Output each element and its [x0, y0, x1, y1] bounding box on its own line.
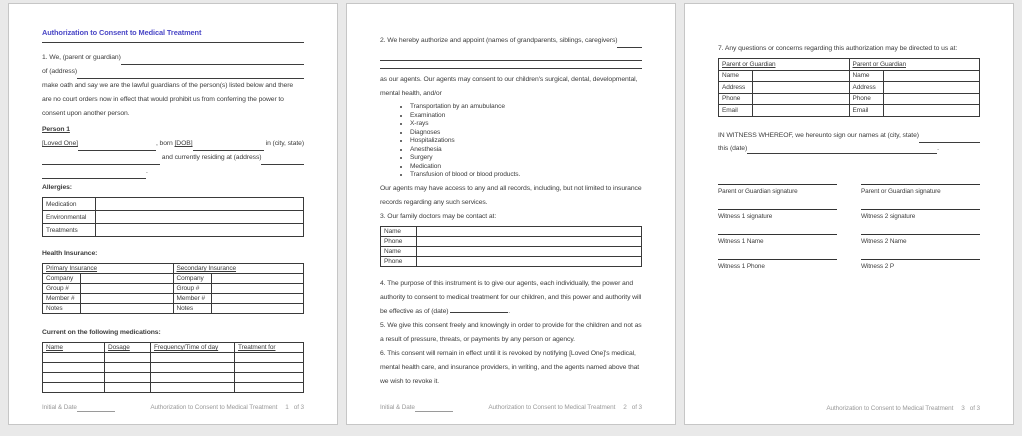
ins-label: Group # [173, 284, 211, 294]
blank-line[interactable] [78, 143, 156, 151]
consent-scope-list [380, 103, 642, 180]
med-cell[interactable] [105, 353, 151, 363]
table-row [719, 93, 980, 105]
signature-line[interactable] [718, 259, 837, 260]
page-1 [8, 3, 338, 425]
table-row [43, 373, 304, 383]
signature-field [718, 259, 837, 270]
table-row [43, 383, 304, 393]
contact-label: Name [849, 70, 883, 82]
contact-label: Phone [719, 93, 753, 105]
initial-date-blank[interactable] [77, 404, 115, 412]
signature-label: Witness 1 Name [718, 237, 764, 245]
document-title: Authorization to Consent to Medical Treatment [42, 28, 304, 43]
signature-label: Witness 1 signature [718, 212, 773, 220]
field-parent-guardian [42, 51, 304, 65]
doctor-value-cell[interactable] [417, 256, 642, 266]
freely-paragraph: 5. We give this consent freely and knowingly in order to provide for the children and not as a result of pressure, threats, or payments by any person or agency. [380, 321, 642, 343]
table-row [381, 236, 642, 246]
contact-value-cell[interactable] [753, 105, 850, 117]
footer-of-label: of 3 [293, 404, 304, 411]
signature-label: Parent or Guardian signature [718, 187, 798, 195]
contact-value-cell[interactable] [883, 70, 980, 82]
loved-one-placeholder: [Loved One] [42, 140, 78, 147]
signature-line[interactable] [718, 184, 837, 185]
doctors-table [380, 226, 642, 267]
doctor-label: Name [381, 246, 417, 256]
signature-label: Witness 2 signature [861, 212, 916, 220]
signature-field [861, 259, 980, 270]
blank-line[interactable] [193, 143, 264, 151]
signature-field [718, 184, 837, 195]
records-paragraph: Our agents may have access to any and all records, including, but not limited to insurance records regarding any such services. [380, 184, 642, 206]
city-state-label: in (city, state) [263, 140, 304, 147]
contact-label: Email [849, 105, 883, 117]
contact-value-cell[interactable] [753, 70, 850, 82]
med-cell[interactable] [43, 373, 105, 383]
med-col-name: Name [43, 343, 105, 353]
signature-block [718, 184, 980, 284]
med-cell[interactable] [105, 383, 151, 393]
blank-line[interactable] [919, 135, 980, 143]
list-item: • Diagnoses [410, 129, 642, 138]
primary-insurance-header: Primary Insurance [43, 264, 174, 274]
insurance-heading: Health Insurance: [42, 250, 98, 257]
list-item: • Examination [410, 112, 642, 121]
signature-field [861, 184, 980, 195]
agents-paragraph: as our agents. Our agents may consent to our children's surgical, dental, developmental, mental health, and/or [380, 76, 638, 97]
ins-label: Notes [43, 304, 81, 314]
guardian-contact-table [718, 58, 980, 117]
contact-value-cell[interactable] [883, 105, 980, 117]
field-address-label: of (address) [42, 68, 78, 75]
signature-line[interactable] [861, 184, 980, 185]
page-footer [42, 404, 304, 412]
page-footer [380, 404, 642, 412]
contact-value-cell[interactable] [883, 93, 980, 105]
table-header-row [719, 59, 980, 71]
allergies-heading: Allergies: [42, 184, 72, 191]
contact-label: Address [849, 82, 883, 94]
signature-label: Witness 2 P [861, 262, 894, 270]
person-1-heading: Person 1 [42, 126, 70, 133]
med-col-dosage: Dosage [105, 343, 151, 353]
initial-date-blank[interactable] [415, 404, 453, 412]
med-col-treatment: Treatment for [235, 343, 304, 353]
signature-label: Parent or Guardian signature [861, 187, 941, 195]
table-row [43, 304, 304, 314]
page-2 [346, 3, 676, 425]
table-header-row [43, 343, 304, 353]
blank-line[interactable] [380, 60, 642, 61]
field-address [42, 65, 304, 79]
list-item: • Medication [410, 163, 642, 172]
allergies-table [42, 197, 304, 237]
field-parent-guardian-label: 1. We, (parent or guardian) [42, 54, 121, 61]
signature-field [861, 209, 980, 220]
med-cell[interactable] [151, 353, 235, 363]
questions-lead: 7. Any questions or concerns regarding this authorization may be directed to us at: [718, 45, 958, 52]
table-row [43, 211, 304, 224]
ins-value-cell[interactable] [81, 274, 174, 284]
allergy-value-cell[interactable] [96, 224, 304, 237]
insurance-table [42, 263, 304, 314]
med-cell[interactable] [151, 383, 235, 393]
footer-of-label: of 3 [969, 405, 980, 412]
ins-value-cell[interactable] [211, 274, 304, 284]
purpose-paragraph [380, 277, 642, 319]
signature-line[interactable] [861, 259, 980, 260]
page-footer [718, 405, 980, 412]
ins-value-cell[interactable] [211, 304, 304, 314]
field-agents-label: 2. We hereby authorize and appoint (names of grandparents, siblings, caregivers) [380, 37, 618, 44]
blank-date[interactable] [747, 146, 937, 154]
med-cell[interactable] [235, 383, 304, 393]
ins-value-cell[interactable] [81, 294, 174, 304]
table-row [43, 284, 304, 294]
med-cell[interactable] [151, 363, 235, 373]
contact-label: Address [719, 82, 753, 94]
person-line-2 [42, 151, 304, 165]
table-row [43, 274, 304, 284]
oath-paragraph: make oath and say we are the lawful guardians of the person(s) listed below and there are no court orders now in effect that would prohibit us from conferring the power to consent upon another person. [42, 82, 294, 117]
allergy-label: Environmental [43, 211, 96, 224]
med-cell[interactable] [43, 353, 105, 363]
blank-line[interactable] [121, 57, 304, 65]
field-agents [380, 34, 642, 48]
witness-line-1 [718, 129, 980, 143]
table-row [381, 256, 642, 266]
footer-doc-title: Authorization to Consent to Medical Treatment [150, 404, 278, 411]
contact-label: Phone [849, 93, 883, 105]
table-row [43, 198, 304, 211]
table-row [43, 294, 304, 304]
med-cell[interactable] [151, 373, 235, 383]
witness-line-2 [718, 143, 980, 154]
ins-label: Company [173, 274, 211, 284]
blank-date[interactable] [450, 305, 508, 313]
allergy-label: Treatments [43, 224, 96, 237]
blank-line[interactable] [42, 157, 160, 165]
med-cell[interactable] [105, 373, 151, 383]
ins-value-cell[interactable] [81, 304, 174, 314]
doctors-lead: 3. Our family doctors may be contact at: [380, 212, 497, 220]
list-item: • Hospitalizations [410, 137, 642, 146]
list-item: • Transportation by an amubulance [410, 103, 642, 112]
contact-label: Name [719, 70, 753, 82]
signature-label: Witness 1 Phone [718, 262, 765, 270]
doctor-label: Phone [381, 236, 417, 246]
signature-line[interactable] [718, 234, 837, 235]
footer-doc-title: Authorization to Consent to Medical Treatment [826, 405, 954, 412]
table-row [43, 363, 304, 373]
page-3 [684, 3, 1014, 425]
med-cell[interactable] [235, 363, 304, 373]
initial-date-label: Initial & Date [42, 404, 77, 411]
table-row [719, 105, 980, 117]
ins-label: Member # [43, 294, 81, 304]
signature-line[interactable] [861, 209, 980, 210]
revoke-paragraph: 6. This consent will remain in effect until it is revoked by notifying [Loved One]'s medical, mental health care, and insurance providers, in writing, and the agents named above that we wish to revoke it. [380, 349, 640, 385]
doctor-value-cell[interactable] [417, 236, 642, 246]
footer-page-number: 3 [961, 405, 965, 412]
secondary-insurance-header: Secondary Insurance [173, 264, 304, 274]
blank-line[interactable] [42, 171, 146, 179]
signature-line[interactable] [718, 209, 837, 210]
ins-label: Group # [43, 284, 81, 294]
guardian-header-right: Parent or Guardian [849, 59, 980, 71]
table-row [43, 224, 304, 237]
table-row [719, 70, 980, 82]
medications-heading: Current on the following medications: [42, 329, 161, 336]
ins-value-cell[interactable] [81, 284, 174, 294]
blank-line[interactable] [380, 68, 642, 69]
contact-label: Email [719, 105, 753, 117]
med-col-frequency: Frequency/Time of day [151, 343, 235, 353]
footer-doc-title: Authorization to Consent to Medical Treatment [488, 404, 616, 411]
born-label: , born [155, 140, 175, 147]
dob-placeholder: [DOB] [174, 140, 193, 147]
table-header-row [43, 264, 304, 274]
doctor-value-cell[interactable] [417, 246, 642, 256]
signature-line[interactable] [861, 234, 980, 235]
initial-date-label: Initial & Date [380, 404, 415, 411]
ins-value-cell[interactable] [211, 284, 304, 294]
doctor-label: Phone [381, 256, 417, 266]
blank-line[interactable] [617, 40, 642, 48]
ins-label: Notes [173, 304, 211, 314]
med-cell[interactable] [235, 373, 304, 383]
allergy-value-cell[interactable] [96, 198, 304, 211]
doctor-value-cell[interactable] [417, 226, 642, 236]
witness-date-label: this (date) [718, 144, 748, 152]
signature-field [718, 209, 837, 220]
contact-value-cell[interactable] [753, 82, 850, 94]
witness-lead-text: IN WITNESS WHEREOF, we hereunto sign our names at (city, state) [718, 131, 919, 139]
residing-label: and currently residing at (address) [160, 154, 262, 161]
medications-table [42, 342, 304, 393]
list-item: • X-rays [410, 120, 642, 129]
med-cell[interactable] [43, 363, 105, 373]
list-item: • Anesthesia [410, 146, 642, 155]
guardian-header-left: Parent or Guardian [719, 59, 850, 71]
list-item: • Surgery [410, 154, 642, 163]
footer-of-label: of 3 [631, 404, 642, 411]
signature-field [861, 234, 980, 245]
ins-value-cell[interactable] [211, 294, 304, 304]
footer-page-number: 2 [623, 404, 627, 411]
period: . [146, 168, 148, 175]
list-item: • Transfusion of blood or blood products. [410, 171, 642, 180]
footer-page-number: 1 [285, 404, 289, 411]
contact-value-cell[interactable] [753, 93, 850, 105]
person-line-3 [42, 165, 304, 179]
period: . [508, 307, 510, 315]
table-row [43, 353, 304, 363]
period: . [937, 144, 939, 152]
allergy-label: Medication [43, 198, 96, 211]
blank-line[interactable] [77, 71, 304, 79]
table-row [381, 226, 642, 236]
contact-value-cell[interactable] [883, 82, 980, 94]
signature-field [718, 234, 837, 245]
ins-label: Company [43, 274, 81, 284]
ins-label: Member # [173, 294, 211, 304]
allergy-value-cell[interactable] [96, 211, 304, 224]
signature-label: Witness 2 Name [861, 237, 907, 245]
med-cell[interactable] [235, 353, 304, 363]
med-cell[interactable] [43, 383, 105, 393]
blank-line[interactable] [261, 157, 304, 165]
table-row [719, 82, 980, 94]
med-cell[interactable] [105, 363, 151, 373]
table-row [381, 246, 642, 256]
person-line-1 [42, 137, 304, 151]
purpose-text: 4. The purpose of this instrument is to give our agents, each individually, the power and authority to consent to medical treatment for our children, and this power and authority will be effective as of (date) [380, 279, 642, 315]
doctor-label: Name [381, 226, 417, 236]
